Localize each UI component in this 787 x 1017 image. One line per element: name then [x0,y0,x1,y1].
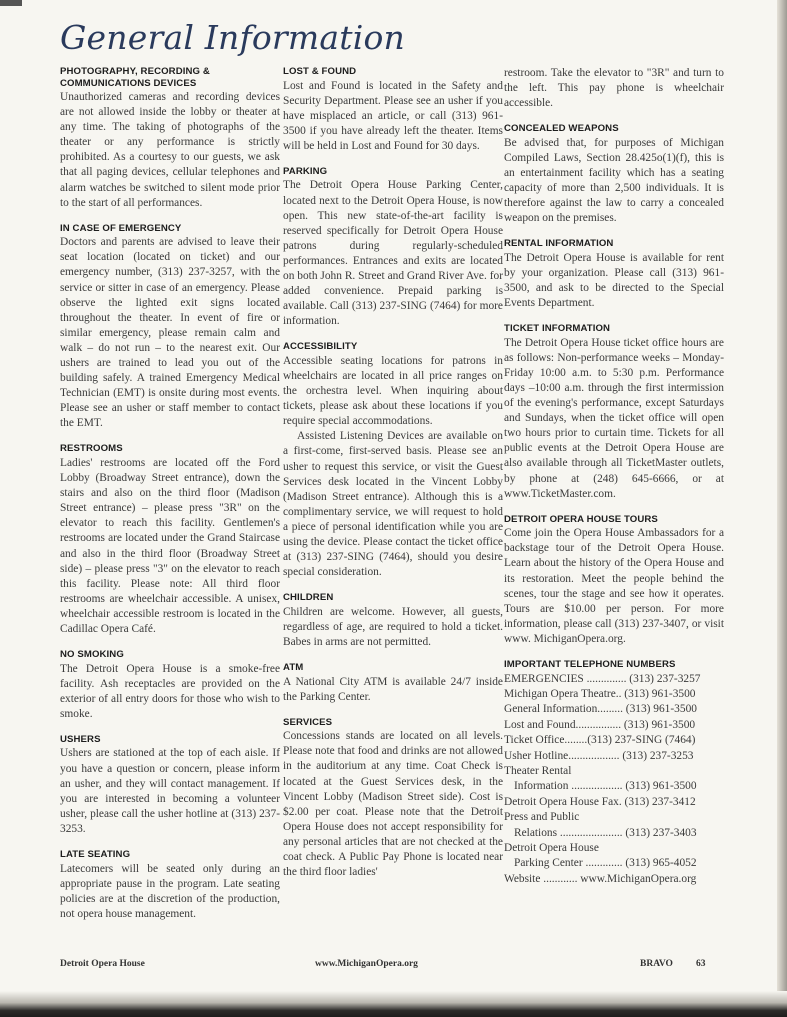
phone-entry: EMERGENCIES .............. (313) 237-3257 [504,672,701,685]
section [504,514,724,647]
section-paragraph: Unauthorized cameras and recording devices are not allowed inside the lobby or theater at any time. The taking of photographs of the theater or any performance is strictly prohibited. As a courtesy to our guests, we ask that all paging devices, cellular telephones and alarm watches be switched to silent mode prior to the start of all performances. [60,91,280,209]
section [283,717,503,880]
phone-entry: Michigan Opera Theatre.. (313) 961-3500 [504,687,696,700]
section [283,166,503,329]
section-paragraph: The Detroit Opera House is a smoke-free facility. Ash receptacles are provided on the exterior of all entry doors for those who wish to smoke. [60,662,280,720]
section-paragraph: Children are welcome. However, all guests, regardless of age, are required to hold a ticket. Babes in arms are not permitted. [283,605,503,648]
column-3 [504,66,724,899]
phone-entry: Parking Center ............. (313) 965-4052 [514,857,697,870]
section-phone-numbers [504,659,724,887]
crop-mark [0,0,22,6]
page-footer [60,959,710,973]
phone-entry: Detroit Opera House [504,841,599,854]
section-heading: NO SMOKING [60,649,124,661]
section-heading: LOST & FOUND [283,66,357,77]
page-binding-edge [777,0,787,1017]
footer-publication: Detroit Opera House [60,959,145,969]
section [60,849,280,922]
section-heading: DETROIT OPERA HOUSE TOURS [504,513,658,525]
section [504,323,724,502]
column-3-sections [504,123,724,647]
section-paragraph: The Detroit Opera House ticket office hours are as follows: Non-performance weeks – Monday-Friday 10:00 a.m. to 5:30 p.m. Performance days –10:00 a.m. through the first intermission of the evening's performance, except Saturdays and Sundays, when the ticket office will open two hours prior to curtain time. Tickets for all public events at the Detroit Opera House are also available through all TicketMaster outlets, by phone at (248) 645-6666, or at www.TicketMaster.com. [504,336,724,500]
phone-entry: Detroit Opera House Fax. (313) 237-3412 [504,795,696,808]
section-paragraph: Ushers are stationed at the top of each aisle. If you have a question or concern, please inform an usher, and they will contact management. If you are interested in becoming a volunteer usher, please call the usher hotline at (313) 237-3253. [60,747,280,835]
phone-entry: Theater Rental [504,764,572,777]
section-heading: RESTROOMS [60,443,123,455]
section [283,662,503,705]
section-paragraph: Latecomers will be seated only during an appropriate pause in the program. Late seating policies are at the discretion of the production, not opera house management. [60,862,280,920]
phone-list [504,672,724,888]
section-paragraph: Come join the Opera House Ambassadors for a backstage tour of the Detroit Opera House. Learn about the history of the Opera House and its restoration. Meet the people behind the scenes, tour the stage and see how it operates. Tours are $10.00 per person. For more information, please call (313) 237-3407, or visit www. MichiganOpera.org. [504,527,724,645]
section-paragraph: Doctors and parents are advised to leave their seat location (located on ticket) and our emergency number, (313) 237-3257, with the service or sitter in case of an emergency. Please observe the lighted exit signs located throughout the theater. In event of fire or similar emergency, please remain calm and walk – do not run – to the nearest exit. Our ushers are trained to lead you out of the building safely. A trained Emergency Medical Technician (EMT) is onsite during most events. Please see an usher or staff member to contact the EMT. [60,236,280,430]
section [60,443,280,637]
footer-magazine: BRAVO [640,959,673,969]
column-2 [283,66,503,892]
section [60,66,280,211]
section-heading: LATE SEATING [60,849,131,861]
section-paragraph: Be advised that, for purposes of Michigan Compiled Laws, Section 28.425o(1)(f), this is an entertainment facility which has a seating capacity of more than 2,500 individuals. It is therefore against the law to carry a concealed weapon on the premises. [504,136,724,225]
section [60,734,280,837]
page-number: 63 [696,959,706,969]
phone-entry: Press and Public [504,811,580,824]
section-heading: PHOTOGRAPHY, RECORDING & COMMUNICATIONS DEVICES [60,66,210,89]
section-paragraph: Ladies' restrooms are located off the Ford Lobby (Broadway Street entrance), down the stairs and also on the third floor (Madison Street entrance) – please press "3R" on the elevator to reach this facility. Gentlemen's restrooms are located under the Grand Staircase and also in the third floor (Broadway Street side) – please press "3" on the elevator to reach this facility. Please note: All third floor restrooms are wheelchair accessible. A unisex, wheelchair accessible restroom is located in the Cadillac Opera Café. [60,456,280,635]
section [283,592,503,650]
section-paragraph: Concessions stands are located on all levels. Please note that food and drinks are not allowed in the auditorium at any time. Coat Check is located at the Guest Services desk, in the Vincent Lobby (Madison Street side). Cost is $2.00 per coat. Please note that the Detroit Opera House does not accept responsibility for any personal articles that are not checked at the coat check. A Public Pay Phone is located near the third floor ladies' [283,730,503,879]
footer-website: www.MichiganOpera.org [315,959,418,969]
section-paragraph: The Detroit Opera House is available for rent by your organization. Please call (313) 961-3500, and ask to be directed to the Special Events Department. [504,251,724,310]
phone-entry: Usher Hotline.................. (313) 237-3253 [504,749,694,762]
section [283,341,503,580]
section-heading: PARKING [283,165,328,177]
section-paragraph: A National City ATM is available 24/7 inside the Parking Center. [283,675,503,703]
section-paragraph: Accessible seating locations for patrons in wheelchairs are located in all price ranges on the orchestra level. When inquiring about tickets, please ask about these locations if you require special accommodations. [283,354,503,428]
section-heading: ATM [283,662,304,674]
section [283,66,503,154]
section-heading: ACCESSIBILITY [283,341,358,353]
phone-entry: General Information......... (313) 961-3500 [504,703,697,716]
phone-entry: Ticket Office........(313) 237-SING (7464) [504,734,696,747]
section-heading: IMPORTANT TELEPHONE NUMBERS [504,659,676,670]
section-paragraph: The Detroit Opera House Parking Center, located next to the Detroit Opera House, is now open. This new state-of-the-art facility is reserved specifically for Detroit Opera House patrons during regularly-scheduled performances. Entrances and exits are located on both John R. Street and Grand River Ave. for added convenience. Prepaid parking is available. Call (313) 237-SING (7464) for more information. [283,179,503,328]
section [60,649,280,722]
section-heading: TICKET INFORMATION [504,323,611,335]
section-heading: CHILDREN [283,592,334,604]
section-heading: IN CASE OF EMERGENCY [60,222,182,234]
column-1 [60,66,280,934]
phone-entry: Information .................. (313) 961-3500 [514,780,697,793]
section-paragraph: Assisted Listening Devices are available on a first-come, first-served basis. Please see an usher to request this service, or visit the Guest Services desk located in the Vincent Lobby (Madison Street entrance). Although this is a complimentary service, we will request to hold a piece of personal identification while you are using the device. Please contact the ticket office at (313) 237-SING (7464), should you desire special consideration. [283,430,503,579]
page-bottom-shadow [0,991,787,1017]
section-heading: SERVICES [283,716,333,728]
continued-paragraph: restroom. Take the elevator to "3R" and turn to the left. This pay phone is wheelchair accessible. [504,67,724,110]
phone-entry: Website ............ www.MichiganOpera.org [504,872,697,885]
section-paragraph: Lost and Found is located in the Safety and Security Department. Please see an usher if you have misplaced an article, or call (313) 961-3500 if you have already left the theater. Items will be held in Lost and Found for 30 days. [283,79,503,152]
section [60,223,280,432]
section [504,123,724,226]
section-heading: USHERS [60,733,101,745]
phone-entry: Lost and Found................ (313) 961-3500 [504,718,696,731]
phone-entry: Relations ...................... (313) 237-3403 [514,826,697,839]
section-heading: RENTAL INFORMATION [504,238,614,250]
section-heading: CONCEALED WEAPONS [504,123,619,135]
section [504,238,724,311]
page-title: General Information [60,18,406,57]
